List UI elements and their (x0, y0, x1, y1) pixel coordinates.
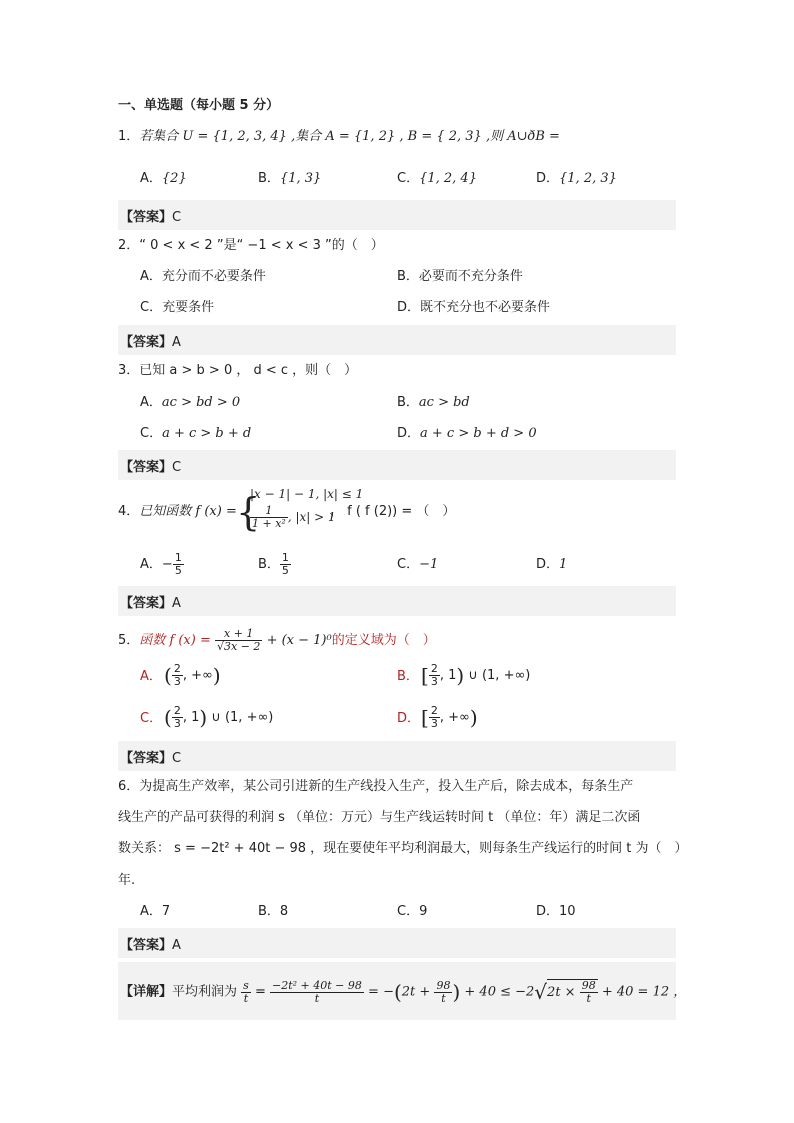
option-label: A． (140, 904, 162, 919)
denominator: 3 (173, 675, 181, 688)
section-title: 一、单选题（每小题 5 分） (118, 98, 280, 113)
option-text: 8 (279, 904, 289, 919)
option-label: C． (140, 300, 163, 315)
q5-option-d-value (421, 705, 478, 730)
q6-option-d[interactable] (536, 903, 576, 921)
answer-value: C (172, 751, 182, 766)
question-6-line-1 (118, 778, 633, 796)
option-label: D． (536, 904, 560, 919)
bracket-close: ) (212, 663, 221, 688)
option-text: 10 (559, 904, 576, 919)
q5-option-b-value (421, 663, 530, 688)
fraction (429, 705, 440, 730)
question-text-suffix: 的定义域为（ ） (331, 633, 436, 648)
question-number: 4． (118, 504, 140, 519)
denominator: t (441, 991, 446, 1005)
question-text: 若集合 U = {1, 2, 3, 4} ,集合 A = {1, 2} , B = { 2, 3} ,则 A∪ð (139, 129, 536, 144)
question-4-stem-prefix (118, 503, 237, 521)
option-sign: − (161, 557, 173, 572)
option-text: 7 (161, 904, 171, 919)
option-label: A． (140, 171, 162, 186)
answer-prefix: 【答案】 (120, 938, 173, 953)
fraction (215, 628, 262, 653)
bracket-open: ( (164, 663, 172, 688)
option-text: {1, 3} (279, 171, 322, 186)
option-label: C． (140, 711, 163, 726)
q2-answer-box (118, 325, 676, 355)
interval-tail: ∪ (1, +∞) (211, 710, 274, 725)
question-4-stem-suffix: ， f ( f (2)) = （ ） (330, 504, 456, 519)
q1-option-a[interactable] (140, 170, 187, 188)
option-label: D． (397, 300, 421, 315)
option-label: C． (140, 426, 163, 441)
answer-value: A (172, 596, 181, 611)
question-number: 1． (118, 129, 140, 144)
option-label: B． (258, 557, 280, 572)
option-text: ac > bd (418, 395, 470, 410)
denominator: 3 (430, 675, 438, 688)
q4-option-b[interactable] (258, 552, 291, 577)
option-text: 必要而不充分条件 (418, 269, 523, 284)
bracket-close: ) (469, 705, 478, 730)
option-label: A． (140, 269, 162, 284)
answer-prefix: 【答案】 (120, 596, 173, 611)
q3-option-d[interactable] (397, 425, 537, 443)
answer-value: A (172, 335, 181, 350)
numerator: 98 (436, 978, 451, 992)
option-label: C． (397, 171, 420, 186)
q6-answer-box (118, 928, 676, 958)
question-6-line-4: 年. (118, 873, 136, 888)
option-text: a + c > b + d (162, 426, 252, 441)
fraction (429, 663, 440, 688)
option-label: B． (258, 904, 280, 919)
q4-answer-box (118, 586, 676, 616)
q4-option-d[interactable] (536, 556, 567, 574)
fraction (172, 663, 183, 688)
question-text-tail: B = (535, 129, 560, 144)
fraction (173, 552, 184, 577)
q3-option-b[interactable] (397, 394, 470, 412)
denominator: t (243, 991, 249, 1005)
q2-option-b[interactable] (397, 268, 523, 286)
bracket-open: [ (421, 663, 429, 688)
q5-option-b[interactable] (397, 668, 419, 686)
option-text: −1 (419, 557, 439, 572)
q5-option-a-value (164, 663, 221, 688)
denominator: 3 (173, 717, 181, 730)
bracket-close: ) (199, 705, 208, 730)
answer-prefix: 【答案】 (120, 751, 173, 766)
option-label: A． (140, 557, 162, 572)
fraction (434, 980, 452, 1005)
numerator: 98 (581, 979, 596, 992)
question-2-stem (118, 237, 384, 255)
question-text: “ 0 < x < 2 ”是“ −1 < x < 3 ”的（ ） (139, 238, 384, 253)
answer-prefix: 【答案】 (120, 460, 173, 475)
bracket-close: ) (456, 663, 465, 688)
q1-option-d[interactable] (536, 170, 617, 188)
q6-detail (120, 979, 686, 1005)
option-label: D． (397, 426, 421, 441)
fraction (241, 980, 251, 1005)
option-label: B． (397, 669, 419, 684)
option-label: A． (140, 395, 162, 410)
q5-option-a[interactable] (140, 668, 162, 686)
q4-option-a[interactable] (140, 552, 184, 577)
option-text: {1, 2, 4} (419, 171, 477, 186)
q3-answer-box (118, 450, 676, 480)
equals-minus: = − (368, 984, 394, 1000)
q3-option-a[interactable] (140, 394, 240, 412)
q2-option-d[interactable] (397, 299, 550, 317)
q5-option-c-value (164, 705, 273, 730)
q1-option-b[interactable] (258, 170, 321, 188)
detail-end: + 40 = 12 ， (601, 984, 687, 1000)
paren-inner: 2t + (401, 984, 431, 1000)
question-text-prefix: 函数 f (x) = (139, 633, 211, 648)
question-5-stem (118, 628, 436, 653)
question-6-line-2: 线生产的产品可获得的利润 s （单位：万元）与生产线运转时间 t （单位：年）满足二次函 (118, 810, 641, 825)
answer-value: C (172, 460, 182, 475)
numerator: 2 (430, 704, 438, 717)
option-label: D． (536, 171, 560, 186)
q4-option-c[interactable] (397, 556, 438, 574)
interval-rest: , 1 (182, 710, 200, 725)
option-text: 充要条件 (162, 300, 215, 315)
q5-answer-box (118, 741, 676, 771)
q6-option-b[interactable] (258, 903, 288, 921)
paren-close: ) (452, 980, 461, 1004)
question-number: 2． (118, 238, 140, 253)
numerator: 1 (281, 551, 289, 564)
piecewise-brace: { (236, 490, 261, 534)
answer-prefix: 【答案】 (120, 335, 173, 350)
question-3-stem (118, 362, 357, 380)
q2-option-a[interactable] (140, 268, 266, 286)
denominator: t (314, 991, 320, 1005)
answer-value: A (172, 938, 181, 953)
inequality-part: + 40 ≤ −2 (464, 984, 535, 1000)
denominator: 3 (430, 717, 438, 730)
numerator: 1 (174, 551, 182, 564)
q1-option-c[interactable] (397, 170, 477, 188)
fraction (172, 705, 183, 730)
bracket-open: ( (164, 705, 172, 730)
numerator: s (243, 978, 249, 992)
option-label: B． (258, 171, 280, 186)
numerator: 1 (250, 505, 288, 518)
denominator: t (586, 992, 591, 1005)
q2-option-c[interactable] (140, 299, 214, 317)
fraction (250, 505, 288, 530)
option-label: B． (397, 395, 419, 410)
detail-lead: 平均利润为 (172, 984, 238, 1000)
bracket-open: [ (421, 705, 429, 730)
sqrt-inner: 2t × (547, 985, 576, 1000)
fraction (580, 980, 598, 1005)
question-text-mid: + (x − 1)⁰ (266, 633, 332, 648)
numerator: x + 1 (215, 628, 262, 641)
question-text: 已知函数 f (x) = (139, 504, 237, 519)
denominator: 5 (174, 564, 182, 577)
interval-rest: , 1 (439, 668, 457, 683)
option-label: C． (397, 904, 420, 919)
numerator: 2 (173, 662, 181, 675)
sqrt-body (547, 979, 598, 1005)
option-label: A． (140, 669, 162, 684)
piecewise-case-1: |x − 1| − 1, |x| ≤ 1 (250, 487, 364, 501)
option-text: 既不充分也不必要条件 (420, 300, 551, 315)
denominator: 1 + x² (252, 517, 286, 530)
option-label: D． (397, 711, 421, 726)
piecewise-case-2 (250, 505, 336, 530)
question-1-stem (118, 128, 560, 146)
option-text: ac > bd > 0 (161, 395, 241, 410)
numerator: 2 (430, 662, 438, 675)
question-number: 6． (118, 779, 140, 794)
option-label: D． (536, 557, 560, 572)
numerator: 2 (173, 704, 181, 717)
option-text: a + c > b + d > 0 (420, 426, 537, 441)
case-condition: , |x| > 1 (287, 510, 336, 524)
question-number: 5． (118, 633, 140, 648)
q6-option-a[interactable] (140, 903, 170, 921)
answer-value: C (172, 210, 182, 225)
option-text: {1, 2, 3} (559, 171, 617, 186)
numerator: −2t² + 40t − 98 (272, 978, 362, 992)
fraction (270, 980, 364, 1005)
interval-rest: , +∞ (182, 668, 213, 683)
answer-prefix: 【答案】 (120, 210, 173, 225)
option-label: C． (397, 557, 420, 572)
q5-option-d[interactable] (397, 710, 420, 728)
q3-option-c[interactable] (140, 425, 251, 443)
paren-open: ( (393, 980, 402, 1004)
question-text: 为提高生产效率，某公司引进新的生产线投入生产，投入生产后，除去成本，每条生产 (139, 779, 634, 794)
option-text: 9 (419, 904, 428, 919)
option-label: B． (397, 269, 419, 284)
denominator: √3x − 2 (217, 640, 261, 653)
q1-answer-box (118, 200, 676, 230)
sqrt-sign: √ (534, 980, 548, 1004)
fraction (280, 552, 291, 577)
question-text: 已知 a > b > 0 ， d < c ，则（ ） (139, 363, 358, 378)
q5-option-c[interactable] (140, 710, 162, 728)
option-text: 充分而不必要条件 (161, 269, 266, 284)
denominator: 5 (281, 564, 289, 577)
question-number: 3． (118, 363, 140, 378)
option-text: 1 (559, 557, 568, 572)
question-6-line-3: 数关系： s = −2t² + 40t − 98 ，现在要使年平均利润最大，则每条生产线运行的时间 t 为（ ） (118, 841, 688, 856)
interval-rest: , +∞ (439, 710, 470, 725)
detail-prefix: 【详解】 (120, 984, 173, 1000)
q6-option-c[interactable] (397, 903, 427, 921)
interval-tail: ∪ (1, +∞) (468, 668, 531, 683)
option-text: {2} (161, 171, 187, 186)
equals-sign: = (254, 984, 266, 1000)
